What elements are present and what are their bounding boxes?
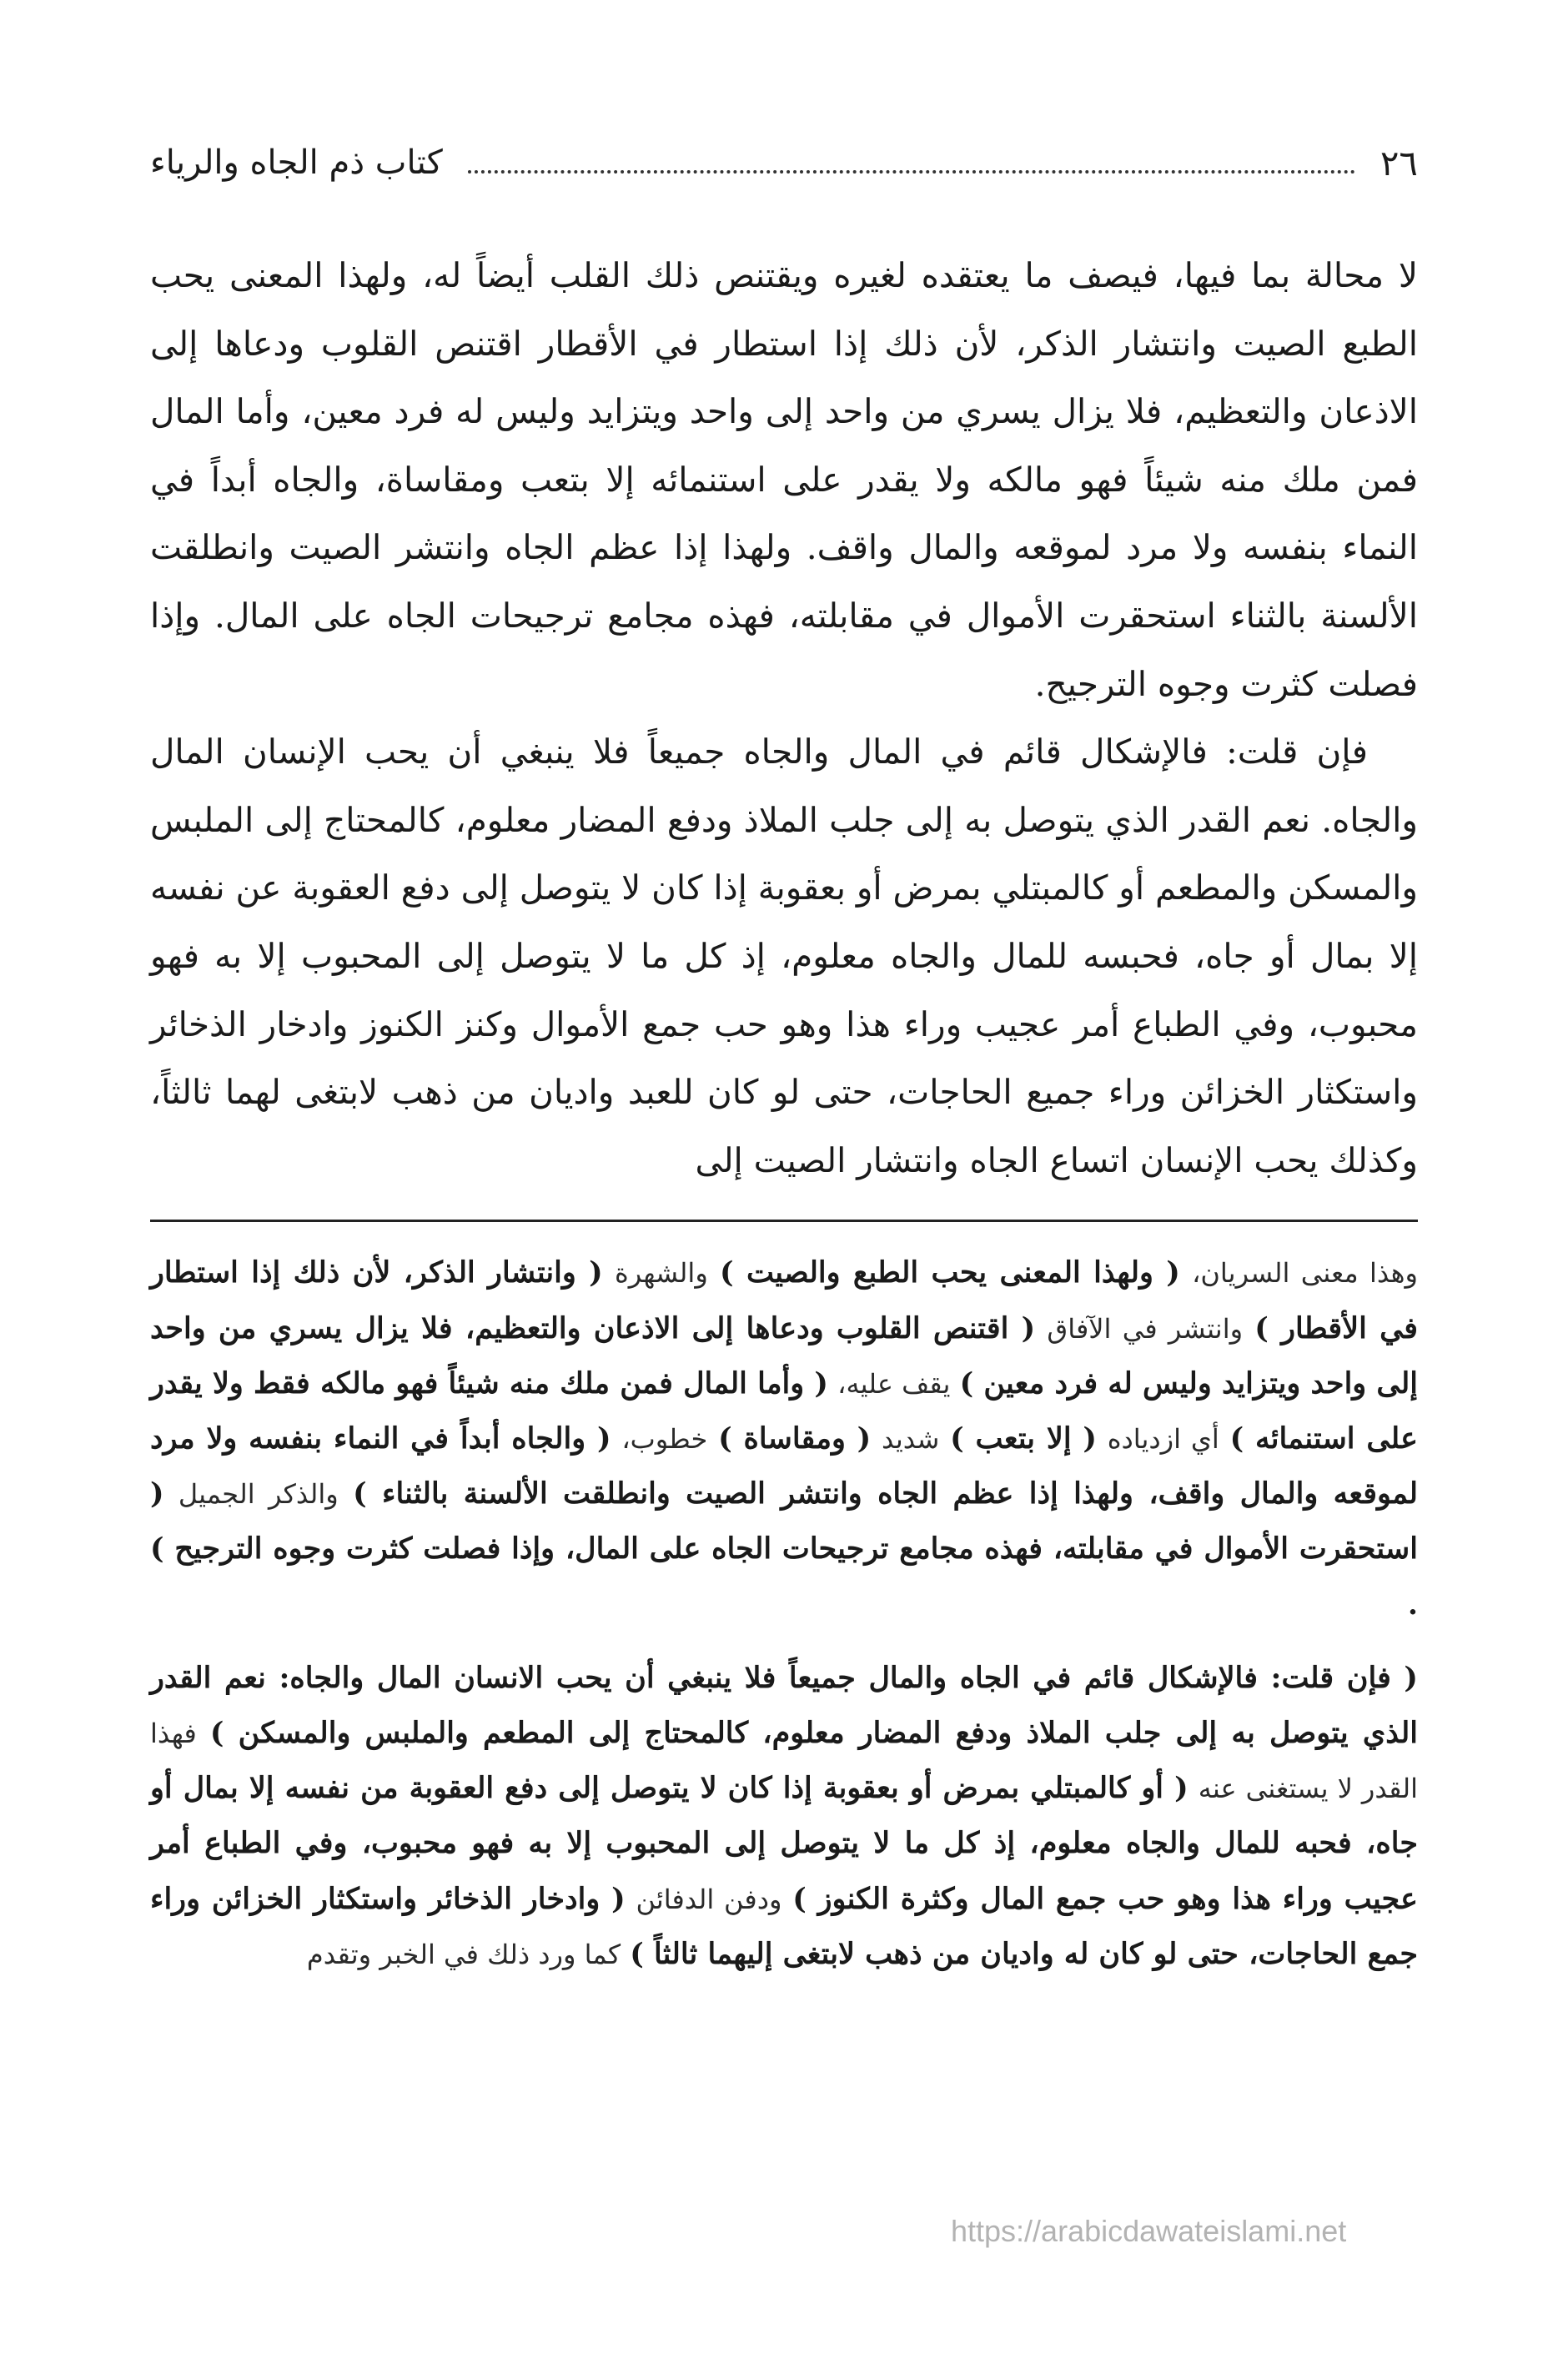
footnote-separator <box>150 1220 1418 1222</box>
commentary-paragraph <box>150 1245 1418 1632</box>
main-paragraph: فإن قلت: فالإشكال قائم في المال والجاه جميعاً فلا ينبغي أن يحب الإنسان المال والجاه. نعم القدر الذي يتوصل به إلى جلب الملاذ ودفع المضار معلوم، كالمحتاج إلى الملبس والمسكن والمطعم أو كالمبتلي بمرض أو بعقوبة إذا كان لا يتوصل إلى دفع العقوبة عن نفسه إلا بمال أو جاه، فحبسه للمال والجاه معلوم، إذ كل ما لا يتوصل إلى المحبوب إلا به فهو محبوب، وفي الطباع أمر عجيب وراء هذا وهو حب جمع الأموال وكنز الكنوز وادخار الذخائر واستكثار الخزائن وراء جميع الحاجات، حتى لو كان للعبد واديان من ذهب لابتغى لهما ثالثاً، وكذلك يحب الإنسان اتساع الجاه وانتشار الصيت إلى <box>150 732 1418 1180</box>
quoted-text: ( والجاه أبداً في النماء بنفسه ولا مرد لموقعه والمال واقف، ولهذا إذا عظم الجاه وانتشر الصيت وانطلقت الألسنة بالثناء ) <box>150 1421 1418 1511</box>
quoted-text: ( أو كالمبتلي بمرض أو بعقوبة إذا كان لا يتوصل إلى دفع العقوبة من نفسه إلا بمال أو جاه، فحبه للمال والجاه معلوم، إذ كل ما لا يتوصل إلى المحبوب إلا به فهو محبوب، وفي الطباع أمر عجيب وراء هذا وهو حب جمع المال وكثرة الكنوز ) <box>150 1771 1419 1916</box>
commentary-gloss: والشهرة <box>614 1257 708 1290</box>
quoted-text: ( فإن قلت: فالإشكال قائم في الجاه والمال جميعاً فلا ينبغي أن يحب الانسان المال والجاه: نعم القدر الذي يتوصل به إلى جلب الملاذ ودفع المضار معلوم، كالمحتاج إلى المطعم والملبس والمسكن ) <box>150 1660 1418 1750</box>
quoted-text: ( وادخار الذخائر واستكثار الخزائن وراء جمع الحاجات، حتى لو كان له واديان من ذهب لابتغى إليهما ثالثاً ) <box>150 1881 1418 1971</box>
quoted-text: ( استحقرت الأموال في مقابلته، فهذه مجامع ترجيحات الجاه على المال، وإذا فصلت كثرت وجوه الترجيح ) . <box>150 1476 1418 1622</box>
commentary-paragraph <box>150 1651 1418 1982</box>
watermark-url: https://arabicdawateislami.net <box>951 2214 1347 2248</box>
commentary <box>150 1245 1418 1982</box>
running-title: كتاب ذم الجاه والرياء <box>150 143 443 182</box>
quoted-text: ( إلا بتعب ) <box>950 1421 1097 1456</box>
quoted-text: ( اقتنص القلوب ودعاها إلى الاذعان والتعظيم، فلا يزال يسري من واحد إلى واحد ويتزايد وليس له فرد معين ) <box>150 1310 1418 1401</box>
page-number: ٢٦ <box>1380 142 1418 184</box>
header-dotted-leader <box>468 152 1355 174</box>
commentary-gloss: يقف عليه، <box>837 1367 951 1400</box>
book-page <box>150 133 1418 1982</box>
commentary-gloss: وهذا معنى السريان، <box>1192 1257 1418 1290</box>
commentary-gloss: والذكر الجميل <box>178 1478 339 1511</box>
commentary-gloss: ودفن الدفائن <box>636 1883 782 1915</box>
commentary-gloss: كما ورد ذلك في الخبر وتقدم <box>306 1938 621 1970</box>
quoted-text: ( وانتشار الذكر، لأن ذلك إذا استطار في الأقطار ) <box>150 1255 1418 1345</box>
commentary-gloss: شديد <box>882 1422 940 1455</box>
commentary-gloss: فهذا القدر لا يستغنى عنه <box>150 1717 1419 1805</box>
page-header <box>150 133 1418 192</box>
main-text <box>150 242 1418 1195</box>
quoted-text: ( وأما المال فمن ملك منه شيئاً فهو مالكه فقط ولا يقدر على استنمائه ) <box>150 1366 1419 1456</box>
main-paragraph: لا محالة بما فيها، فيصف ما يعتقده لغيره ويقتنص ذلك القلب أيضاً له، ولهذا المعنى يحب الطبع الصيت وانتشار الذكر، لأن ذلك إذا استطار في الأقطار اقتنص القلوب ودعاها إلى الاذعان والتعظيم، فلا يزال يسري من واحد إلى واحد ويتزايد وليس له فرد معين، وأما المال فمن ملك منه شيئاً فهو مالكه ولا يقدر على استنمائه إلا بتعب ومقاساة، والجاه أبداً في النماء بنفسه ولا مرد لموقعه والمال واقف. ولهذا إذا عظم الجاه وانتشر الصيت وانطلقت الألسنة بالثناء استحقرت الأموال في مقابلته، فهذه مجامع ترجيحات الجاه على المال. وإذا فصلت كثرت وجوه الترجيح. <box>150 255 1418 704</box>
commentary-gloss: وانتشر في الآفاق <box>1047 1312 1244 1345</box>
commentary-gloss: خطوب، <box>621 1422 708 1455</box>
quoted-text: ( ومقاساة ) <box>718 1421 872 1456</box>
commentary-gloss: أي ازدياده <box>1107 1422 1219 1455</box>
quoted-text: ( ولهذا المعنى يحب الطبع والصيت ) <box>720 1255 1180 1290</box>
